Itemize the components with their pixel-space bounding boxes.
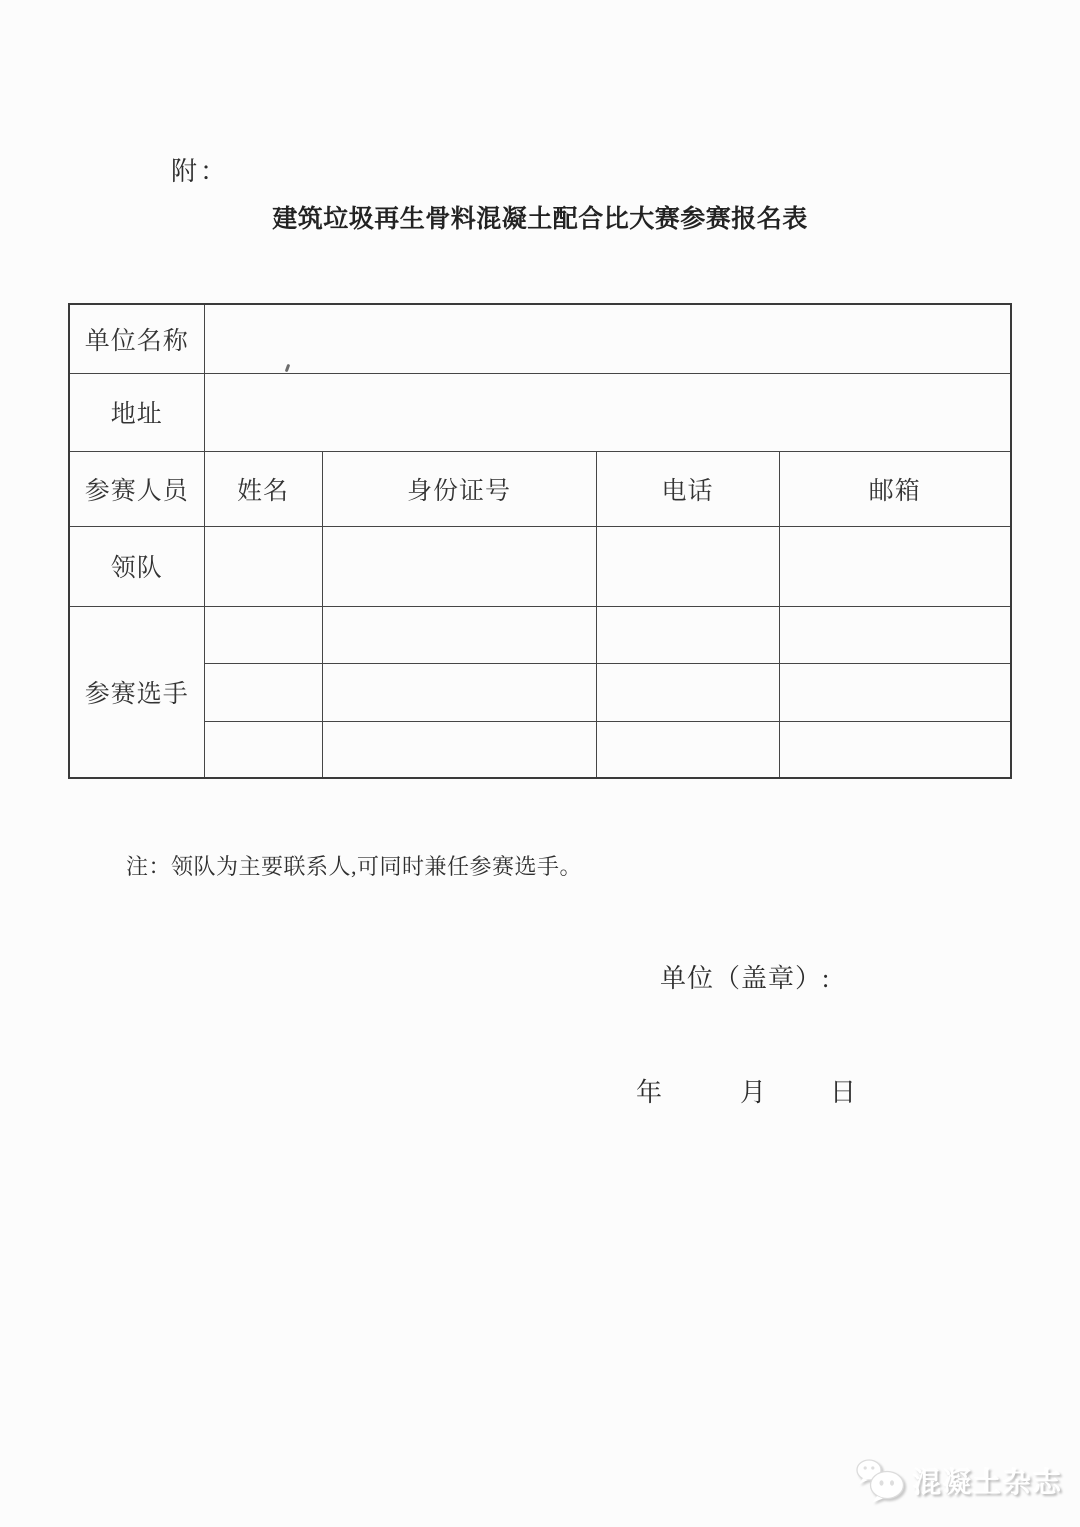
- footnote: 注：领队为主要联系人,可同时兼任参赛选手。: [126, 854, 583, 879]
- leader-id-field: [322, 526, 596, 606]
- contestant1-phone-field: [596, 606, 779, 663]
- leader-phone-field: [596, 526, 779, 606]
- column-header-name: 姓名: [204, 451, 322, 526]
- participants-label: 参赛人员: [69, 451, 204, 526]
- leader-name-field: [204, 526, 322, 606]
- unit-seal-label: 单位（盖章）:: [660, 964, 831, 993]
- leader-label: 领队: [69, 526, 204, 606]
- column-header-email: 邮箱: [779, 451, 1011, 526]
- date-line: [636, 1072, 856, 1109]
- unit-name-field: [204, 304, 1011, 373]
- date-year-label: 年: [636, 1078, 663, 1107]
- contestant2-id-field: [322, 663, 596, 721]
- contestant3-name-field: [204, 721, 322, 778]
- table-row: [69, 451, 1011, 526]
- publisher-watermark: [854, 1458, 1063, 1504]
- watermark-text: 混凝土杂志: [913, 1467, 1064, 1498]
- table-row: [69, 373, 1011, 451]
- attachment-label: 附：: [171, 157, 230, 186]
- contestant3-id-field: [322, 721, 596, 778]
- contestant3-email-field: [779, 721, 1011, 778]
- contestant2-email-field: [779, 663, 1011, 721]
- table-row: [69, 663, 1011, 721]
- column-header-phone: 电话: [596, 451, 779, 526]
- wechat-icon: [854, 1458, 906, 1504]
- contestant1-email-field: [779, 606, 1011, 663]
- date-month-label: 月: [740, 1078, 767, 1107]
- table-row: [69, 721, 1011, 778]
- contestant2-phone-field: [596, 663, 779, 721]
- address-label: 地址: [69, 373, 204, 451]
- column-header-id-number: 身份证号: [322, 451, 596, 526]
- registration-table: [68, 303, 1012, 779]
- date-day-label: 日: [830, 1078, 857, 1107]
- unit-name-label: 单位名称: [69, 304, 204, 373]
- table-row: [69, 606, 1011, 663]
- contestant2-name-field: [204, 663, 322, 721]
- leader-email-field: [779, 526, 1011, 606]
- table-row: [69, 304, 1011, 373]
- page-title: 建筑垃圾再生骨料混凝土配合比大赛参赛报名表: [272, 205, 808, 233]
- address-field: [204, 373, 1011, 451]
- table-row: [69, 526, 1011, 606]
- contestant3-phone-field: [596, 721, 779, 778]
- contestants-label: 参赛选手: [69, 606, 204, 778]
- contestant1-name-field: [204, 606, 322, 663]
- contestant1-id-field: [322, 606, 596, 663]
